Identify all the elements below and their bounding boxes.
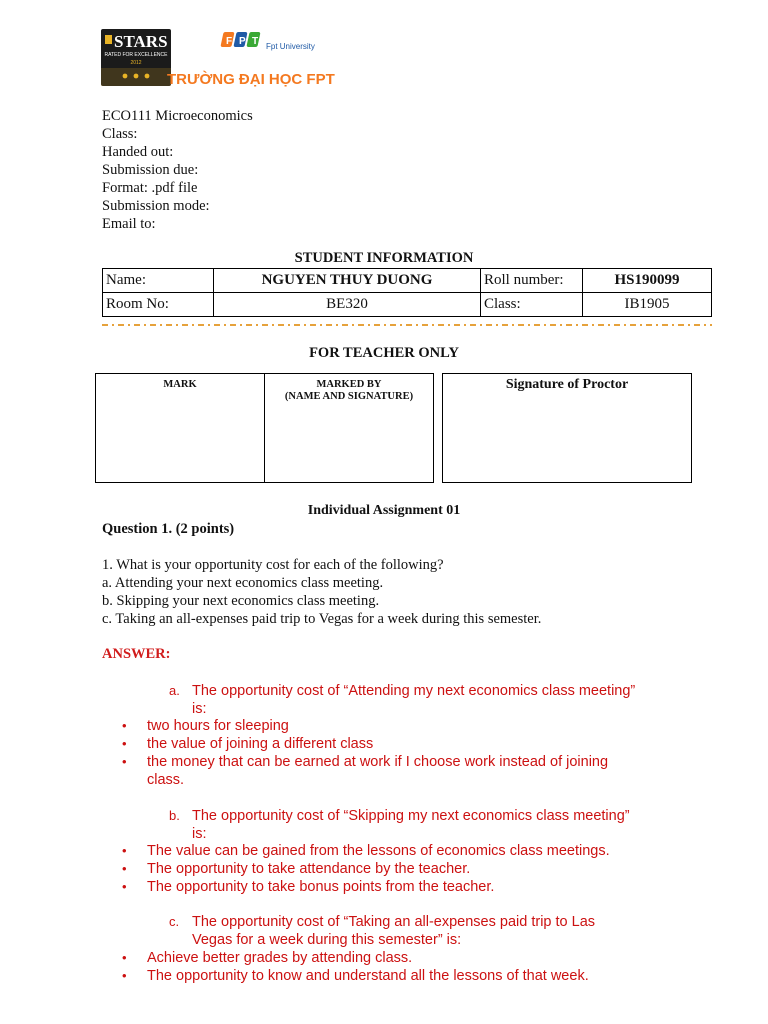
mark-label: MARK bbox=[163, 379, 197, 390]
course-name: ECO111 Microeconomics bbox=[102, 108, 253, 124]
list-item: • The opportunity to take attendance by the teacher. bbox=[122, 861, 471, 877]
answer-a-letter: a. bbox=[169, 683, 180, 698]
room-label: Room No: bbox=[103, 293, 214, 317]
marked-by-sublabel: (NAME AND SIGNATURE) bbox=[284, 391, 414, 402]
mark-box bbox=[95, 373, 265, 483]
submission-due-field: Submission due: bbox=[102, 162, 199, 178]
question-line: b. Skipping your next economics class meeting. bbox=[102, 593, 380, 609]
question-line: a. Attending your next economics class meeting. bbox=[102, 575, 384, 591]
list-item: • two hours for sleeping bbox=[122, 718, 289, 734]
bullet-icon: • bbox=[122, 950, 127, 965]
assignment-meta bbox=[102, 107, 253, 233]
class-value: IB1905 bbox=[583, 293, 712, 317]
class-label: Class: bbox=[481, 293, 583, 317]
student-info-table bbox=[102, 268, 712, 317]
svg-text:Fpt University: Fpt University bbox=[266, 42, 315, 51]
list-item: • The opportunity to know and understand all the lessons of that week. bbox=[122, 968, 589, 984]
bullet-icon: • bbox=[122, 843, 127, 858]
answer-c-list bbox=[122, 949, 642, 985]
fpt-university-logo bbox=[167, 30, 352, 88]
question-line: c. Taking an all-expenses paid trip to Vegas for a week during this semester. bbox=[102, 611, 542, 627]
student-info-title: STUDENT INFORMATION bbox=[294, 250, 474, 266]
answer-c-line: The opportunity cost of “Taking an all-expenses paid trip to Las bbox=[192, 914, 596, 930]
answer-b-line: is: bbox=[192, 826, 207, 842]
answer-a-list bbox=[122, 717, 642, 789]
answer-c-line: Vegas for a week during this semester” is: bbox=[192, 932, 462, 948]
room-value: BE320 bbox=[214, 293, 481, 317]
stars-rating-logo bbox=[101, 29, 171, 86]
bullet-icon: • bbox=[122, 736, 127, 751]
svg-text:F: F bbox=[226, 36, 233, 47]
bullet-icon: • bbox=[122, 754, 127, 769]
answer-c-letter: c. bbox=[169, 914, 180, 929]
proctor-signature-box bbox=[442, 373, 692, 483]
answer-a-line: is: bbox=[192, 701, 207, 717]
teacher-only-title: FOR TEACHER ONLY bbox=[309, 345, 459, 361]
table-row bbox=[103, 293, 712, 317]
name-label: Name: bbox=[103, 269, 214, 293]
marked-by-label: MARKED BY bbox=[316, 379, 382, 390]
answer-a-line: The opportunity cost of “Attending my next economics class meeting” bbox=[192, 683, 636, 699]
roll-number-label: Roll number: bbox=[481, 269, 583, 293]
bullet-icon: • bbox=[122, 861, 127, 876]
marked-by-box bbox=[264, 373, 434, 483]
question-title: Question 1. (2 points) bbox=[102, 521, 235, 537]
svg-text:TRƯỜNG ĐẠI HỌC FPT: TRƯỜNG ĐẠI HỌC FPT bbox=[167, 71, 335, 88]
class-field: Class: bbox=[102, 126, 138, 142]
question-text bbox=[102, 556, 541, 628]
bullet-icon: • bbox=[122, 968, 127, 983]
answer-label: ANSWER: bbox=[102, 646, 171, 662]
svg-text:RATED FOR EXCELLENCE: RATED FOR EXCELLENCE bbox=[104, 52, 168, 58]
bullet-icon: • bbox=[122, 718, 127, 733]
svg-text:T: T bbox=[252, 36, 259, 47]
email-to-field: Email to: bbox=[102, 216, 156, 232]
assignment-title: Individual Assignment 01 bbox=[307, 503, 461, 518]
list-item: • the value of joining a different class bbox=[122, 736, 374, 752]
bullet-icon: • bbox=[122, 879, 127, 894]
list-item: • The value can be gained from the lessons of economics class meetings. bbox=[122, 843, 610, 859]
list-item-continuation: class. bbox=[147, 772, 185, 788]
answer-b-letter: b. bbox=[169, 808, 180, 823]
format-field: Format: .pdf file bbox=[102, 180, 198, 196]
list-item: • the money that can be earned at work if I choose work instead of joining bbox=[122, 754, 609, 770]
table-row bbox=[103, 269, 712, 293]
svg-text:2012: 2012 bbox=[130, 60, 142, 66]
answer-b-list bbox=[122, 842, 642, 896]
svg-text:STARS: STARS bbox=[114, 32, 168, 51]
answer-b-line: The opportunity cost of “Skipping my next economics class meeting” bbox=[192, 808, 630, 824]
roll-number-value: HS190099 bbox=[583, 269, 712, 293]
question-line: 1. What is your opportunity cost for each of the following? bbox=[102, 557, 444, 573]
dashed-divider bbox=[102, 324, 712, 326]
name-value: NGUYEN THUY DUONG bbox=[214, 269, 481, 293]
proctor-label: Signature of Proctor bbox=[505, 377, 629, 392]
handed-out-field: Handed out: bbox=[102, 144, 174, 160]
submission-mode-field: Submission mode: bbox=[102, 198, 210, 214]
list-item: • Achieve better grades by attending class. bbox=[122, 950, 413, 966]
list-item: • The opportunity to take bonus points from the teacher. bbox=[122, 879, 495, 895]
svg-text:P: P bbox=[239, 36, 246, 47]
